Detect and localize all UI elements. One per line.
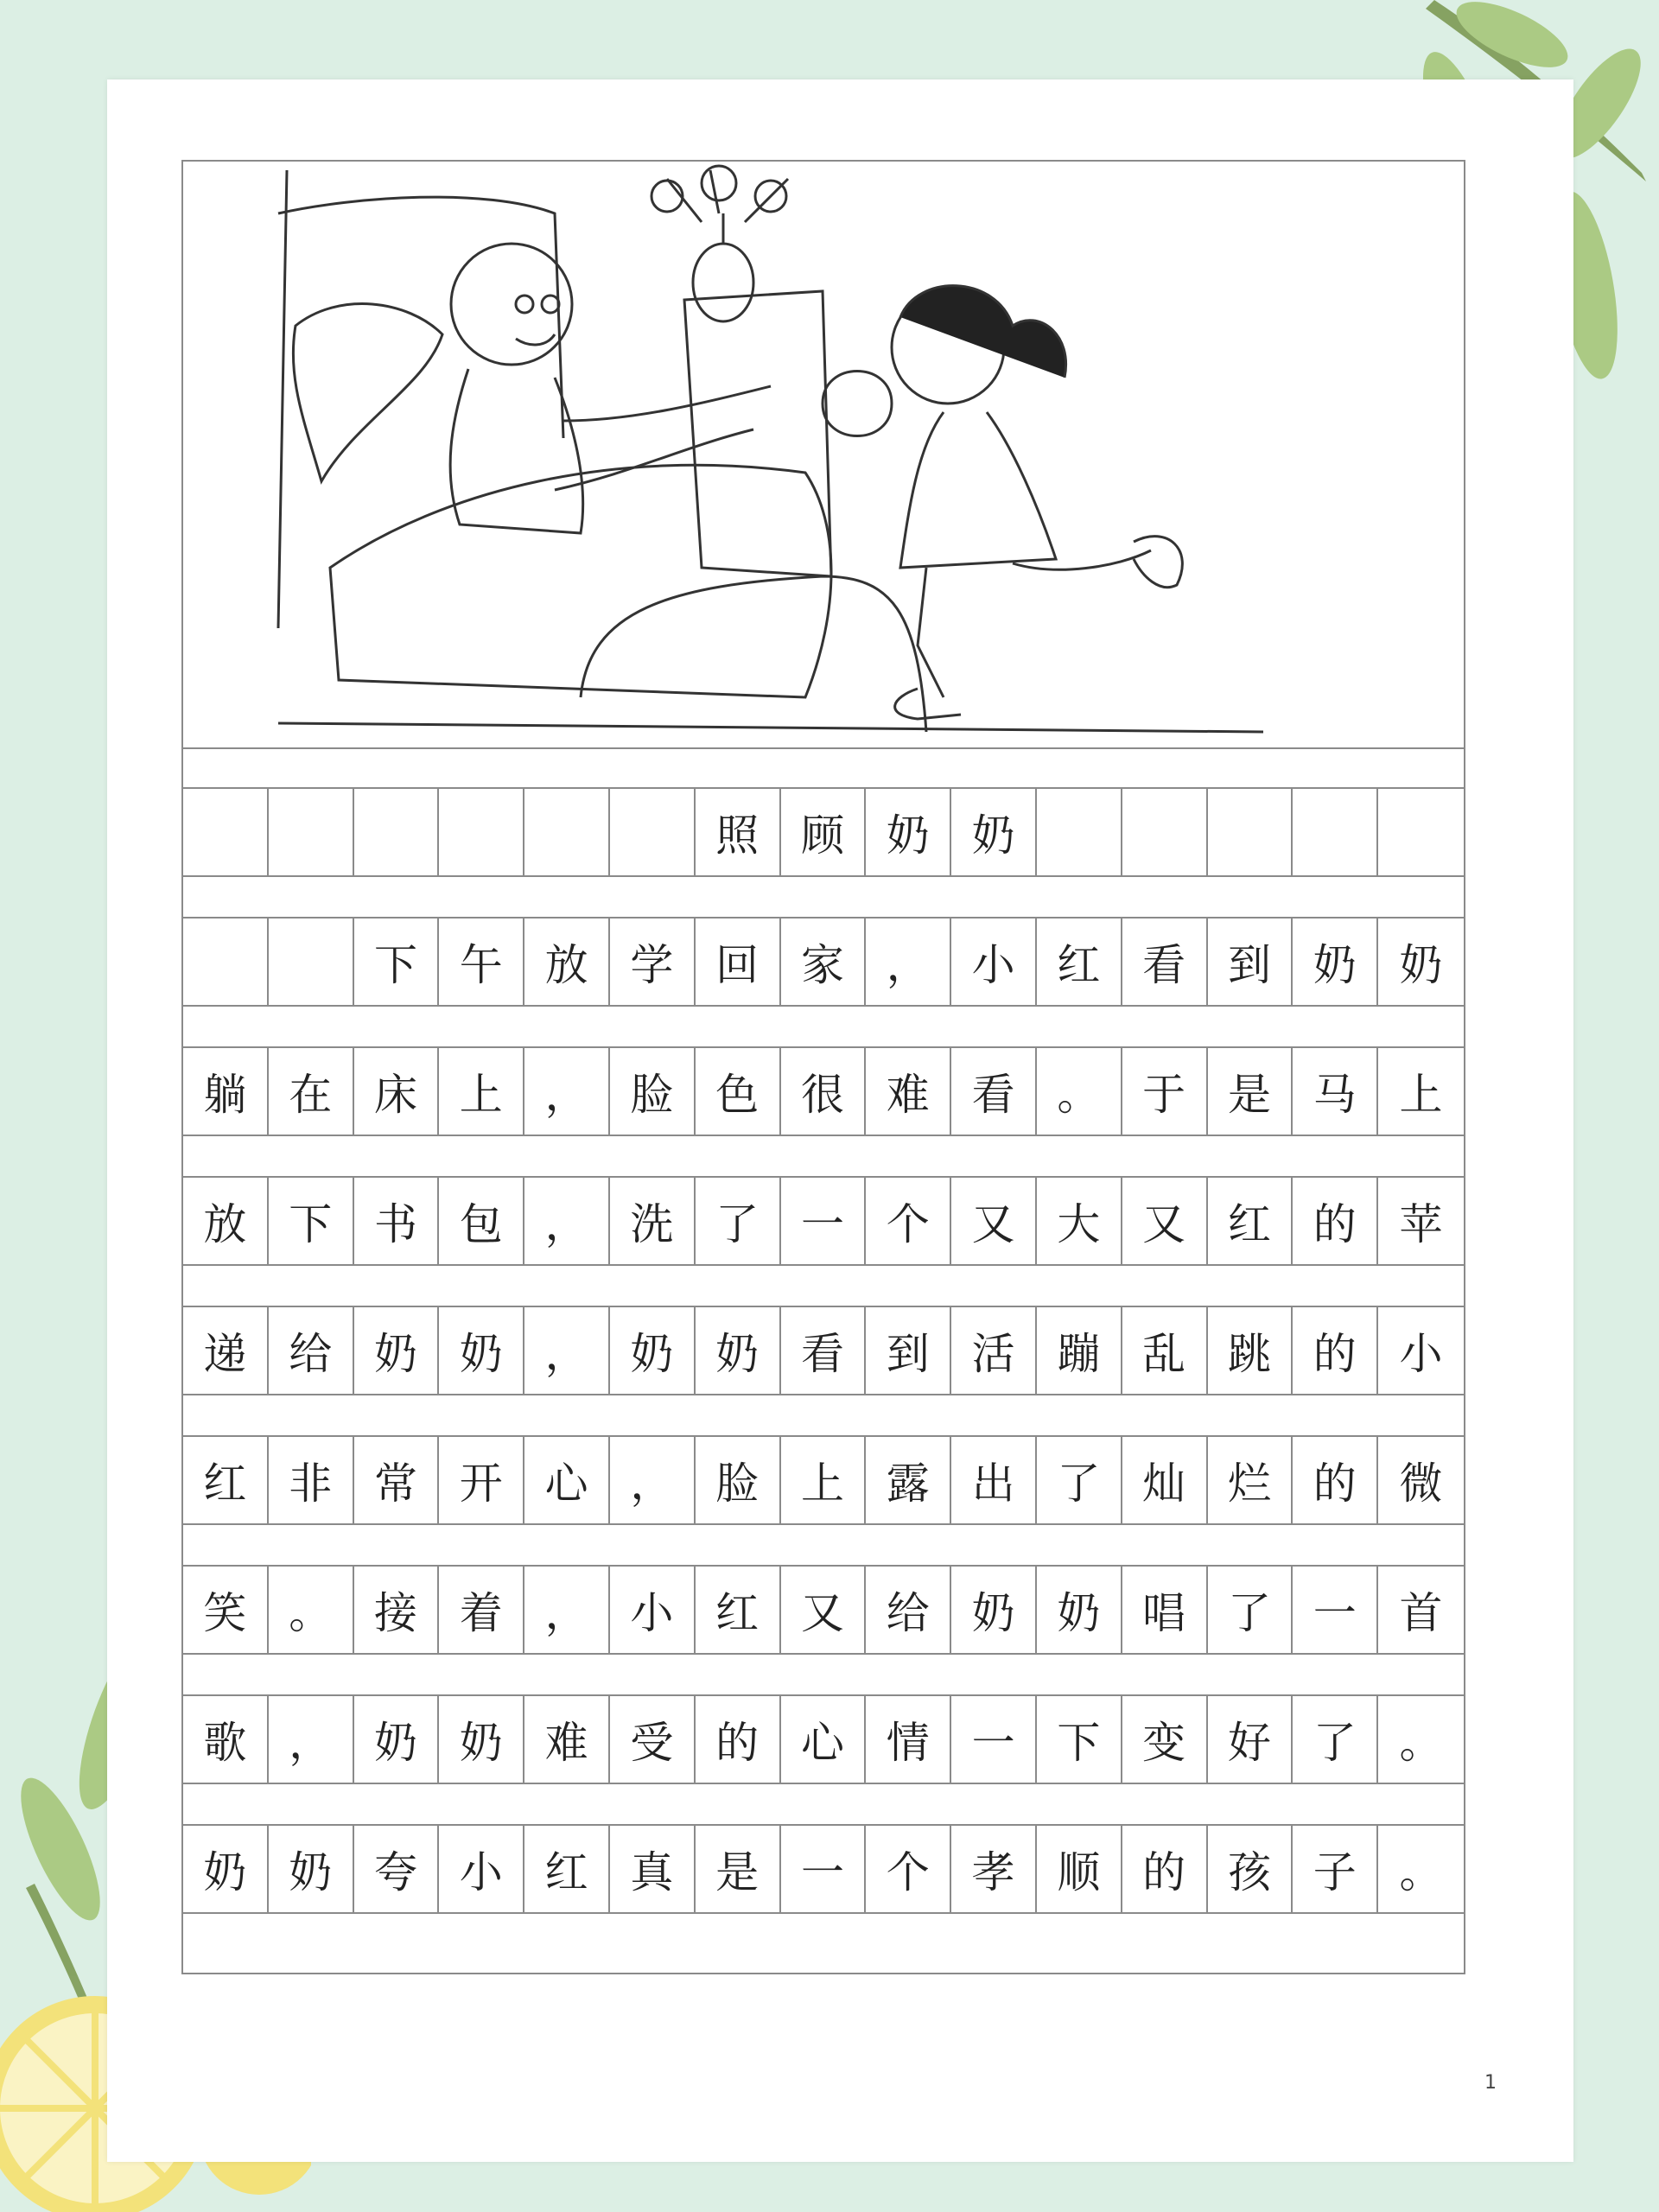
grid-cell: 奶 [354, 1307, 440, 1394]
grid-cell: 奶 [1037, 1567, 1122, 1653]
grid-cell: 难 [866, 1048, 951, 1135]
grid-cell [1208, 789, 1294, 875]
grid-cell: 首 [1399, 1588, 1443, 1638]
grid-cell: 上 [781, 1437, 867, 1523]
grid-cell: 笑 [183, 1567, 269, 1653]
grid-cell: 。 [1037, 1048, 1122, 1135]
text-row [183, 918, 1464, 1007]
grid-cell: 床 [354, 1048, 440, 1135]
grid-cell: 露 [866, 1437, 951, 1523]
grid-cell: 给 [866, 1567, 951, 1653]
grid-cell: 。 [269, 1567, 354, 1653]
grid-cell: ， [269, 1696, 354, 1783]
grid-cell: 小 [951, 918, 1037, 1005]
grid-cell: 难 [524, 1696, 610, 1783]
grid-cell: 奶 [439, 1307, 524, 1394]
grid-cell: 到 [866, 1307, 951, 1394]
grid-cell: 夸 [354, 1826, 440, 1912]
grid-cell: 回 [696, 918, 781, 1005]
grid-cell: 红 [1208, 1178, 1294, 1264]
grid-cell: 的 [696, 1696, 781, 1783]
apple [823, 372, 892, 436]
illustration-panel [183, 162, 1464, 749]
grid-spacer [183, 1525, 1464, 1567]
grid-cell: 孝 [951, 1826, 1037, 1912]
grid-cell: 心 [524, 1437, 610, 1523]
grid-cell [610, 789, 696, 875]
grid-spacer [183, 1655, 1464, 1696]
grid-cell: 。 [1399, 1847, 1443, 1897]
grid-cell: 午 [439, 918, 524, 1005]
grid-cell: 一 [951, 1696, 1037, 1783]
grid-cell: 小 [610, 1567, 696, 1653]
grid-cell: 奶 [1399, 940, 1443, 990]
grid-cell: 奶 [269, 1826, 354, 1912]
grid-cell: 到 [1208, 918, 1294, 1005]
grid-cell: 情 [866, 1696, 951, 1783]
grid-cell [1037, 789, 1122, 875]
grid-cell: 微 [1399, 1459, 1443, 1509]
grid-cell [269, 918, 354, 1005]
grid-cell [439, 789, 524, 875]
grid-cell: ， [524, 1178, 610, 1264]
grid-cell: 上 [439, 1048, 524, 1135]
grid-cell: 一 [781, 1826, 867, 1912]
grid-spacer [183, 747, 1464, 789]
grid-cell: 苹 [1399, 1199, 1443, 1249]
grid-spacer [183, 1784, 1464, 1826]
grid-cell: 学 [610, 918, 696, 1005]
grid-cell: 奶 [354, 1696, 440, 1783]
grid-cell: 心 [781, 1696, 867, 1783]
grid-cell: 跳 [1208, 1307, 1294, 1394]
grid-cell: 着 [439, 1567, 524, 1653]
grid-cell: 歌 [183, 1696, 269, 1783]
text-row [183, 1178, 1464, 1266]
text-row [183, 1567, 1464, 1655]
nightstand [684, 291, 831, 576]
grid-spacer [183, 877, 1464, 918]
grid-cell: 孩 [1208, 1826, 1294, 1912]
grid-cell: 子 [1293, 1826, 1378, 1912]
grid-cell: 变 [1122, 1696, 1208, 1783]
grid-cell: 红 [1037, 918, 1122, 1005]
grid-cell: 了 [1208, 1567, 1294, 1653]
grid-cell: 非 [269, 1437, 354, 1523]
grid-cell: ， [524, 1307, 610, 1394]
grid-cell: 个 [866, 1178, 951, 1264]
grid-cell: 下 [1037, 1696, 1122, 1783]
grid-cell: 躺 [183, 1048, 269, 1135]
grid-cell: 给 [269, 1307, 354, 1394]
grid-spacer [183, 1136, 1464, 1178]
grid-cell: 。 [1399, 1718, 1443, 1768]
grid-cell: ， [524, 1048, 610, 1135]
grid-cell: 活 [951, 1307, 1037, 1394]
grid-cell: 顺 [1037, 1826, 1122, 1912]
grid-cell: 递 [183, 1307, 269, 1394]
grid-cell: 一 [781, 1178, 867, 1264]
grid-cell: 奶 [439, 1696, 524, 1783]
grid-spacer [183, 1914, 1464, 1955]
grid-cell: 奶 [951, 1567, 1037, 1653]
grid-cell: 小 [439, 1826, 524, 1912]
writing-grid [183, 747, 1464, 1955]
grid-cell: 家 [781, 918, 867, 1005]
grid-spacer [183, 1266, 1464, 1307]
grid-cell [269, 789, 354, 875]
grid-cell: 奶 [696, 1307, 781, 1394]
grid-cell: 开 [439, 1437, 524, 1523]
grid-cell: 奶 [183, 1826, 269, 1912]
grid-cell: 红 [696, 1567, 781, 1653]
grid-cell: 色 [696, 1048, 781, 1135]
grid-cell: 的 [1122, 1826, 1208, 1912]
grid-cell: 奶 [1293, 918, 1378, 1005]
page-number: 1 [1484, 2072, 1497, 2094]
grid-cell: 放 [524, 918, 610, 1005]
grid-cell: 上 [1399, 1070, 1443, 1120]
grid-cell: 看 [1122, 918, 1208, 1005]
grid-cell: 书 [354, 1178, 440, 1264]
grid-cell: 真 [610, 1826, 696, 1912]
grid-cell [1122, 789, 1208, 875]
grid-cell: 蹦 [1037, 1307, 1122, 1394]
grid-cell: 了 [696, 1178, 781, 1264]
grid-cell: 下 [354, 918, 440, 1005]
grid-cell: 受 [610, 1696, 696, 1783]
grid-cell: 看 [951, 1048, 1037, 1135]
grid-cell: 奶 [610, 1307, 696, 1394]
grid-cell: ， [866, 918, 951, 1005]
grid-cell [524, 789, 610, 875]
vase [693, 244, 753, 321]
grid-cell: 唱 [1122, 1567, 1208, 1653]
grid-cell: 看 [781, 1307, 867, 1394]
grid-cell: 红 [183, 1437, 269, 1523]
grid-cell: 的 [1293, 1307, 1378, 1394]
text-row [183, 1696, 1464, 1784]
illustration [183, 162, 1464, 747]
grid-cell: ， [524, 1567, 610, 1653]
grid-cell: 又 [951, 1178, 1037, 1264]
grid-cell: ， [610, 1437, 696, 1523]
grid-cell: 好 [1208, 1696, 1294, 1783]
grid-cell [1378, 789, 1464, 875]
grid-cell: 下 [269, 1178, 354, 1264]
grid-spacer [183, 1395, 1464, 1437]
grid-cell: 是 [1208, 1048, 1294, 1135]
grid-cell: 的 [1293, 1178, 1378, 1264]
text-row [183, 1826, 1464, 1914]
grid-cell: 奶 [866, 789, 951, 875]
grid-cell: 放 [183, 1178, 269, 1264]
grid-cell [1293, 789, 1378, 875]
grid-cell: 乱 [1122, 1307, 1208, 1394]
text-row [183, 1437, 1464, 1525]
grid-cell: 奶 [951, 789, 1037, 875]
grid-cell: 了 [1293, 1696, 1378, 1783]
grid-cell: 是 [696, 1826, 781, 1912]
grid-cell: 照 [696, 789, 781, 875]
text-row [183, 1048, 1464, 1136]
grid-cell [183, 918, 269, 1005]
grid-cell: 小 [1399, 1329, 1443, 1379]
grid-cell: 一 [1293, 1567, 1378, 1653]
grid-cell: 脸 [610, 1048, 696, 1135]
grandmother-head [451, 244, 572, 365]
grid-cell: 出 [951, 1437, 1037, 1523]
writing-grid-sheet [181, 160, 1465, 1974]
grid-cell [183, 789, 269, 875]
bed-footboard [581, 576, 926, 732]
grid-cell: 在 [269, 1048, 354, 1135]
grid-cell: 的 [1293, 1437, 1378, 1523]
grid-cell: 顾 [781, 789, 867, 875]
bed-headboard [278, 170, 563, 628]
grid-cell: 烂 [1208, 1437, 1294, 1523]
grid-spacer [183, 1007, 1464, 1048]
grid-cell: 又 [1122, 1178, 1208, 1264]
grid-cell [354, 789, 440, 875]
bed-pillow [293, 304, 442, 481]
grid-cell: 于 [1122, 1048, 1208, 1135]
grid-cell: 灿 [1122, 1437, 1208, 1523]
grid-cell: 很 [781, 1048, 867, 1135]
grid-cell: 包 [439, 1178, 524, 1264]
grid-cell: 马 [1293, 1048, 1378, 1135]
grid-cell: 个 [866, 1826, 951, 1912]
grid-cell: 又 [781, 1567, 867, 1653]
grid-cell: 洗 [610, 1178, 696, 1264]
grid-cell: 常 [354, 1437, 440, 1523]
text-row [183, 1307, 1464, 1395]
grid-cell: 脸 [696, 1437, 781, 1523]
grid-cell: 了 [1037, 1437, 1122, 1523]
grid-cell: 接 [354, 1567, 440, 1653]
grid-cell: 大 [1037, 1178, 1122, 1264]
title-row [183, 789, 1464, 877]
grid-cell: 红 [524, 1826, 610, 1912]
